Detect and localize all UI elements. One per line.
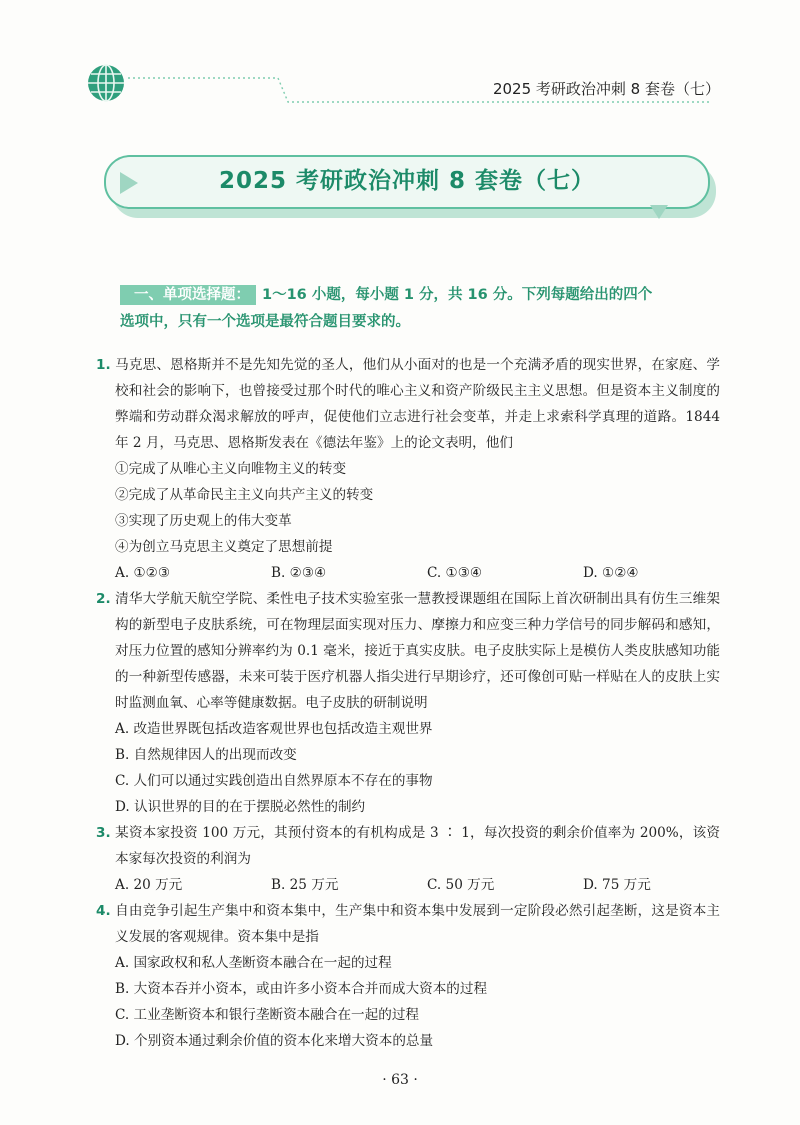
option-d: D. 认识世界的目的在于摆脱必然性的制约 xyxy=(115,799,366,815)
question-number: 3. xyxy=(96,825,111,841)
globe-icon xyxy=(86,63,126,103)
question-stem: 清华大学航天航空学院、柔性电子技术实验室张一慧教授课题组在国际上首次研制出具有仿生三维架构的新型电子皮肤系统，可在物理层面实现对压力、摩擦力和应变三种力学信号的同步解码和感知，对压力位置的感知分辨率约为 0.1 毫米，接近于真实皮肤。电子皮肤实际上是模仿人类皮肤感知功能的一种新型传感器，未来可装于医疗机器人指尖进行早期诊疗，还可像创可贴一样贴在人的皮肤上实时监测血氧、心率等健康数据。电子皮肤的研制说明 xyxy=(115,591,720,711)
option-a: A. ①②③ xyxy=(115,565,171,581)
statement-item: ①完成了从唯心主义向唯物主义的转变 xyxy=(115,461,347,477)
option-a: A. 国家政权和私人垄断资本融合在一起的过程 xyxy=(115,955,392,971)
option-row xyxy=(96,560,720,586)
section-tag: 一、单项选择题： xyxy=(120,285,256,305)
option-c: C. 50 万元 xyxy=(427,877,495,893)
question-1 xyxy=(96,352,720,586)
question-list xyxy=(96,352,720,1054)
option-c: C. 工业垄断资本和银行垄断资本融合在一起的过程 xyxy=(115,1007,420,1023)
question-stem: 自由竞争引起生产集中和资本集中，生产集中和资本集中发展到一定阶段必然引起垄断，这是资本主义发展的客观规律。资本集中是指 xyxy=(115,903,720,945)
question-4 xyxy=(96,898,720,1054)
page-header xyxy=(0,0,800,110)
option-b: B. 25 万元 xyxy=(271,877,339,893)
question-number: 1. xyxy=(96,357,111,373)
statement-item: ②完成了从革命民主主义向共产主义的转变 xyxy=(115,487,374,503)
header-title: 2025 考研政治冲刺 8 套卷（七） xyxy=(492,80,720,98)
statement-item: ③实现了历史观上的伟大变革 xyxy=(115,513,292,529)
option-c: C. 人们可以通过实践创造出自然界原本不存在的事物 xyxy=(115,773,433,789)
option-b: B. 大资本吞并小资本，或由许多小资本合并而成大资本的过程 xyxy=(115,981,488,997)
question-3 xyxy=(96,820,720,898)
question-stem: 马克思、恩格斯并不是先知先觉的圣人，他们从小面对的也是一个充满矛盾的现实世界，在家庭、学校和社会的影响下，也曾接受过那个时代的唯心主义和资产阶级民主主义思想。但是资本主义制度的弊端和劳动群众渴求解放的呼声，促使他们立志进行社会变革，并走上求索科学真理的道路。1844 年 2 月，马克思、恩格斯发表在《德法年鉴》上的论文表明，他们 xyxy=(115,357,720,451)
section-heading xyxy=(120,282,720,336)
section-instruction-line2: 选项中，只有一个选项是最符合题目要求的。 xyxy=(120,314,410,330)
option-a: A. 改造世界既包括改造客观世界也包括改造主观世界 xyxy=(115,721,433,737)
option-a: A. 20 万元 xyxy=(115,877,183,893)
option-b: B. 自然规律因人的出现而改变 xyxy=(115,747,297,763)
section-instruction-line1: 1～16 小题，每小题 1 分，共 16 分。下列每题给出的四个 xyxy=(262,287,653,303)
option-d: D. 75 万元 xyxy=(583,877,651,893)
page-number: · 63 · xyxy=(382,1072,418,1088)
question-number: 2. xyxy=(96,591,111,607)
option-row xyxy=(96,872,720,898)
option-b: B. ②③④ xyxy=(271,565,327,581)
option-c: C. ①③④ xyxy=(427,565,483,581)
question-2 xyxy=(96,586,720,820)
page-title: 2025 考研政治冲刺 8 套卷（七） xyxy=(218,168,596,194)
question-stem: 某资本家投资 100 万元，其预付资本的有机构成是 3 ∶ 1，每次投资的剩余价值率为 200%，该资本家每次投资的利润为 xyxy=(115,825,720,867)
option-d: D. ①②④ xyxy=(583,565,639,581)
statement-item: ④为创立马克思主义奠定了思想前提 xyxy=(115,539,333,555)
option-d: D. 个别资本通过剩余价值的资本化来增大资本的总量 xyxy=(115,1033,434,1049)
question-number: 4. xyxy=(96,903,111,919)
